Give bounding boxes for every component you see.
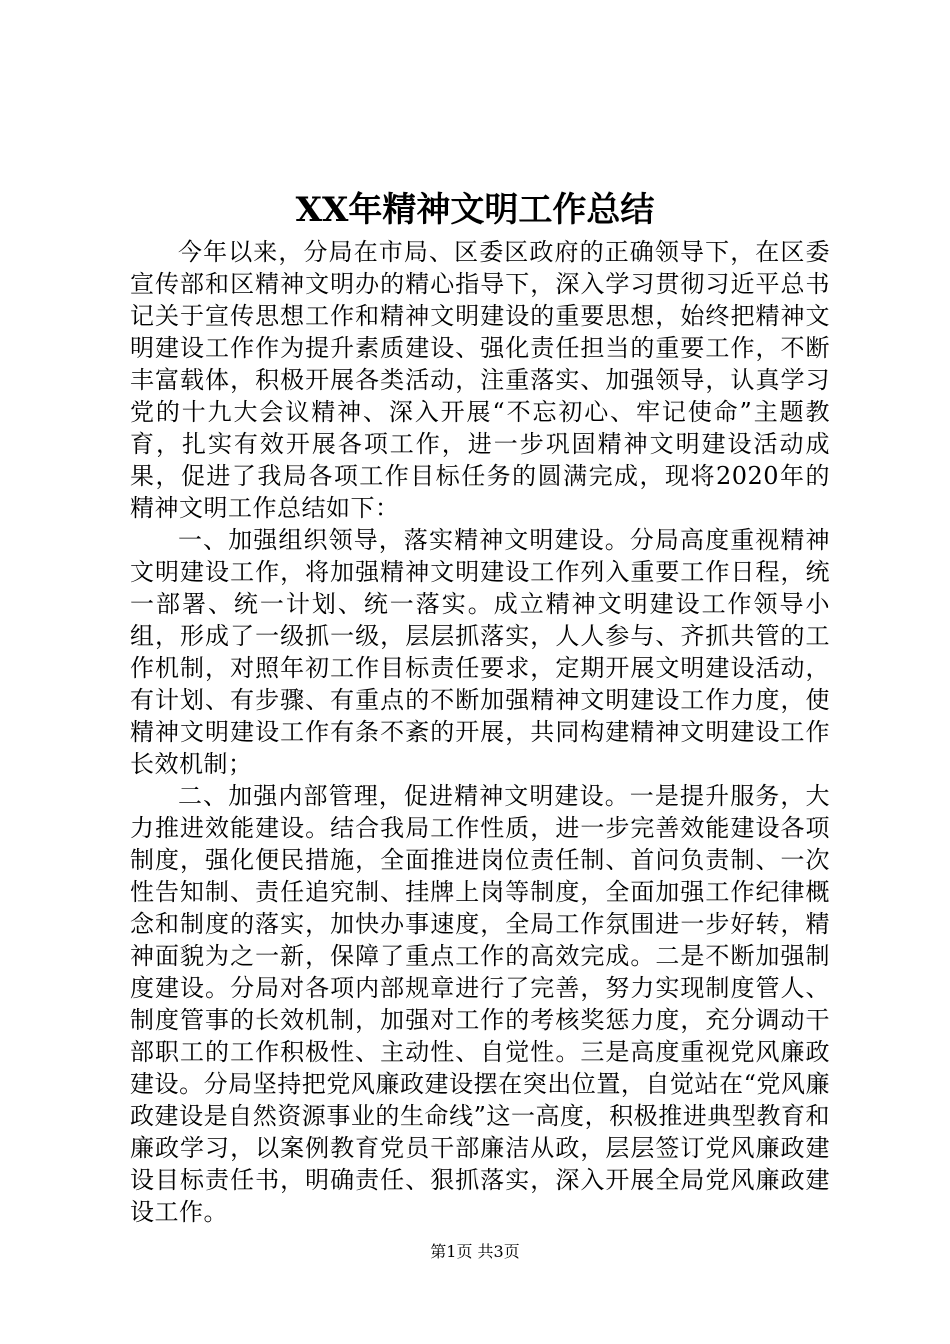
paragraph-intro: 今年以来，分局在市局、区委区政府的正确领导下，在区委宣传部和区精神文明办的精心指导下，深入学习贯彻习近平总书记关于宣传思想工作和精神文明建设的重要思想，始终把精神文明建设工作作为提升素质建设、强化责任担当的重要工作，不断丰富载体，积极开展各类活动，注重落实、加强领导，认真学习党的十九大会议精神、深入开展“不忘初心、牢记使命”主题教育，扎实有效开展各项工作，进一步巩固精神文明建设活动成果，促进了我局各项工作目标任务的圆满完成，现将2020年的精神文明工作总结如下： bbox=[130, 238, 830, 522]
paragraph-section-1: 一、加强组织领导，落实精神文明建设。分局高度重视精神文明建设工作，将加强精神文明建设工作列入重要工作日程，统一部署、统一计划、统一落实。成立精神文明建设工作领导小组，形成了一级抓一级，层层抓落实，人人参与、齐抓共管的工作机制，对照年初工作目标责任要求，定期开展文明建设活动，有计划、有步骤、有重点的不断加强精神文明建设工作力度，使精神文明建设工作有条不紊的开展，共同构建精神文明建设工作长效机制； bbox=[130, 526, 830, 778]
paragraph-section-2: 二、加强内部管理，促进精神文明建设。一是提升服务，大力推进效能建设。结合我局工作性质，进一步完善效能建设各项制度，强化便民措施，全面推进岗位责任制、首问负责制、一次性告知制、责任追究制、挂牌上岗等制度，全面加强工作纪律概念和制度的落实，加快办事速度，全局工作氛围进一步好转，精神面貌为之一新，保障了重点工作的高效完成。二是不断加强制度建设。分局对各项内部规章进行了完善，努力实现制度管人、制度管事的长效机制，加强对工作的考核奖惩力度，充分调动干部职工的工作积极性、主动性、自觉性。三是高度重视党风廉政建设。分局坚持把党风廉政建设摆在突出位置，自觉站在“党风廉政建设是自然资源事业的生命线”这一高度，积极推进典型教育和廉政学习，以案例教育党员干部廉洁从政，层层签订党风廉政建设目标责任书，明确责任、狠抓落实，深入开展全局党风廉政建设工作。 bbox=[130, 782, 830, 1226]
document-body bbox=[130, 236, 830, 1228]
page-number-footer: 第1页 共3页 bbox=[430, 1242, 520, 1261]
document-title: XX年精神文明工作总结 bbox=[295, 190, 655, 230]
